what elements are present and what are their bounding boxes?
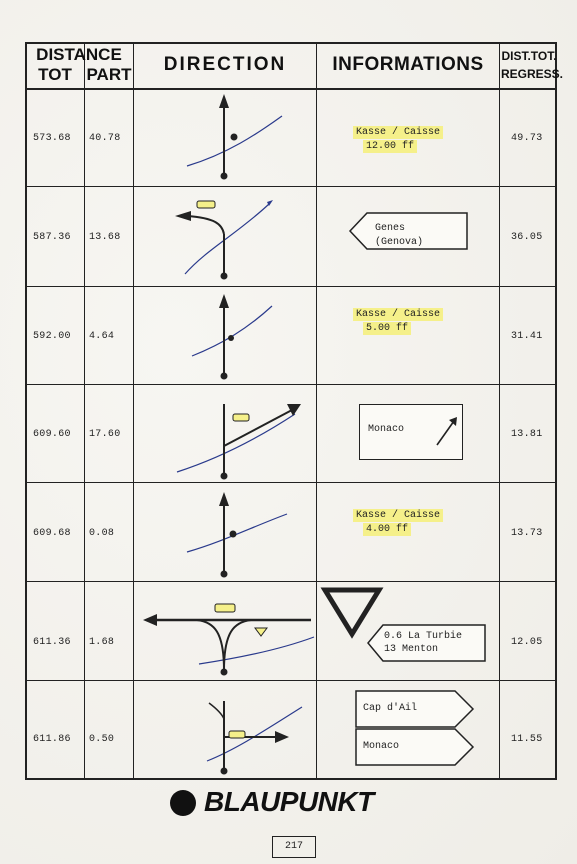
column-divider xyxy=(499,44,500,778)
row4-regress: 13.81 xyxy=(511,429,543,440)
row4-part: 17.60 xyxy=(89,429,121,440)
row4-direction-diagram xyxy=(167,394,317,484)
row6-sign-text xyxy=(384,630,462,656)
row2-part: 13.68 xyxy=(89,232,121,243)
header-part: PART xyxy=(86,65,132,84)
row1-regress: 49.73 xyxy=(511,133,543,144)
row-divider xyxy=(27,186,555,187)
brand-name: BLAUPUNKT xyxy=(204,786,374,817)
row3-regress: 31.41 xyxy=(511,331,543,342)
row1-part: 40.78 xyxy=(89,133,121,144)
page-number: 217 xyxy=(272,836,316,858)
row7-sign-line1: Cap d'Ail xyxy=(363,703,418,714)
row1-info-line1: Kasse / Caisse xyxy=(353,126,443,139)
row3-part: 4.64 xyxy=(89,331,115,342)
row1-tot: 573.68 xyxy=(33,133,71,144)
blaupunkt-logo xyxy=(170,786,430,822)
row2-tot: 587.36 xyxy=(33,232,71,243)
header-informations: INFORMATIONS xyxy=(332,54,484,75)
row3-direction-diagram xyxy=(167,294,317,384)
row3-info-line2: 5.00 ff xyxy=(363,322,411,335)
row5-regress: 13.73 xyxy=(511,528,543,539)
column-divider xyxy=(84,44,85,778)
row6-tot: 611.36 xyxy=(33,637,71,648)
row7-sign-line2: Monaco xyxy=(363,741,400,752)
row2-sign-line2: (Genova) xyxy=(375,237,424,248)
row4-sign-monaco xyxy=(359,404,463,460)
row1-direction-diagram xyxy=(167,94,317,184)
row6-direction-diagram xyxy=(139,592,319,682)
row7-part: 0.50 xyxy=(89,734,115,745)
row3-info-line1: Kasse / Caisse xyxy=(353,308,443,321)
row3-tot: 592.00 xyxy=(33,331,71,342)
row6-part: 1.68 xyxy=(89,637,115,648)
row2-regress: 36.05 xyxy=(511,232,543,243)
column-divider xyxy=(133,44,134,778)
row2-direction-diagram xyxy=(167,194,317,284)
row5-info-line1: Kasse / Caisse xyxy=(353,509,443,522)
row4-tot: 609.60 xyxy=(33,429,71,440)
arrow-up-right-icon xyxy=(434,415,460,449)
row6-sign-line1: 0.6 La Turbie xyxy=(384,631,463,642)
row1-info xyxy=(353,126,443,154)
table-header xyxy=(27,44,564,90)
row5-part: 0.08 xyxy=(89,528,115,539)
row-divider xyxy=(27,384,555,385)
row1-info-line2: 12.00 ff xyxy=(363,140,417,153)
row-divider xyxy=(27,286,555,287)
row5-tot: 609.68 xyxy=(33,528,71,539)
row2-sign-line1: Genes xyxy=(375,223,406,234)
row7-regress: 11.55 xyxy=(511,734,543,745)
header-direction: DIRECTION xyxy=(163,54,287,75)
row5-direction-diagram xyxy=(167,492,317,582)
header-tot: TOT xyxy=(38,65,72,84)
row2-sign-text xyxy=(375,222,423,250)
header-regress: REGRESS. xyxy=(501,67,564,81)
row4-sign-line1: Monaco xyxy=(368,424,405,435)
row7-direction-diagram xyxy=(167,689,317,779)
row7-tot: 611.86 xyxy=(33,734,71,745)
row6-regress: 12.05 xyxy=(511,637,543,648)
row6-sign-line2: 13 Menton xyxy=(384,644,439,655)
header-dist-tot: DIST.TOT. xyxy=(501,49,557,63)
row5-info xyxy=(353,509,443,537)
brand-dot-icon xyxy=(170,790,196,816)
header-distance: DISTANCE xyxy=(36,45,122,64)
roadbook-table xyxy=(25,42,564,780)
row3-info xyxy=(353,308,443,336)
row5-info-line2: 4.00 ff xyxy=(363,523,411,536)
